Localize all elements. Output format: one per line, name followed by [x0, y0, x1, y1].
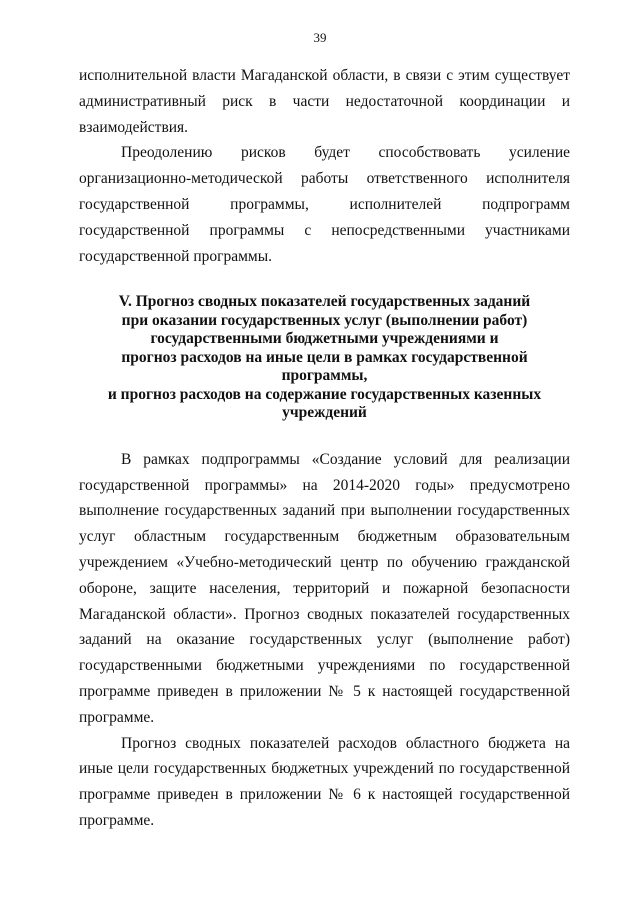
page-content [79, 63, 570, 834]
section-heading [79, 293, 570, 423]
page-number: 39 [313, 30, 327, 45]
section-heading-line: учреждений [282, 404, 367, 422]
section-heading-line: прогноз расходов на иные цели в рамках государственной программы, [121, 348, 528, 385]
section-heading-line: при оказании государственных услуг (выполнении работ) [121, 311, 528, 329]
section-heading-line: V. Прогноз сводных показателей государственных заданий [118, 293, 531, 311]
paragraph-budget-forecast: Прогноз сводных показателей расходов областного бюджета на иные цели государственных бюджетных учреждений по государственной программе приведен в приложении № 6 к настоящей государственной программе. [79, 734, 570, 830]
paragraph-continuation: исполнительной власти Магаданской области, в связи с этим существует административный риск в части недостаточной координации и взаимодействия. [79, 67, 570, 136]
section-heading-line: государственными бюджетными учреждениями и [150, 330, 499, 348]
paragraph-risk-mitigation: Преодолению рисков будет способствовать усиление организационно-методической работы ответственного исполнителя государственной программы, исполнителей подпрограмм государственной программы с непосредственными участниками государственной программы. [79, 144, 570, 265]
section-heading-line: и прогноз расходов на содержание государственных казенных [107, 385, 542, 403]
paragraph-subprogram: В рамках подпрограммы «Создание условий для реализации государственной программы» на 2014-2020 годы» предусмотрено выполнение государственных заданий при выполнении государственных услуг областным государственным бюджетным образовательным учреждением «Учебно-методический центр по обучению гражданской обороне, защите населения, территорий и пожарной безопасности Магаданской области». Прогноз сводных показателей государственных заданий на оказание государственных услуг (выполнение работ) государственными бюджетными учреждениями по государственной программе приведен в приложении № 5 к настоящей государственной программе. [79, 450, 570, 726]
